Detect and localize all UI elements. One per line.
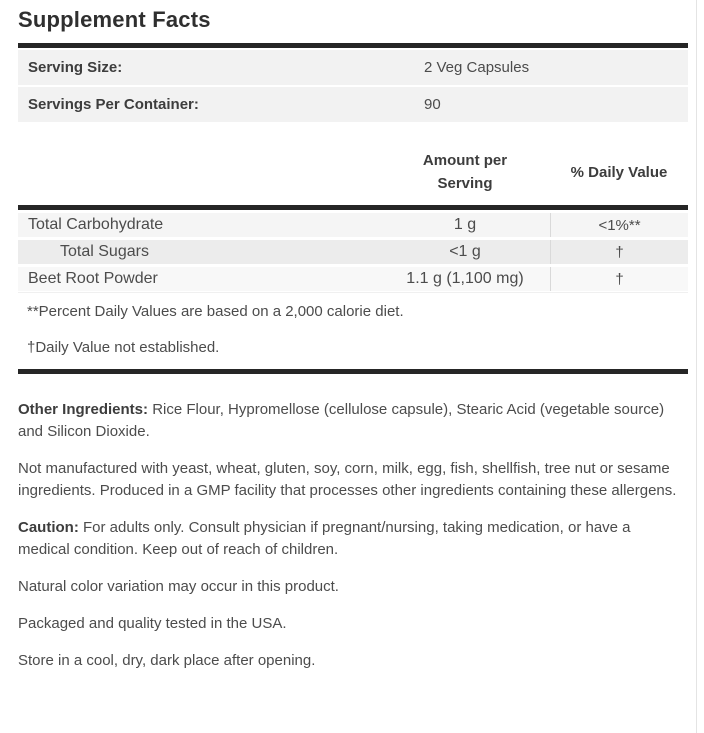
ingredient-daily-value: † xyxy=(550,267,688,291)
supplement-facts-title: Supplement Facts xyxy=(18,7,211,32)
amount-per-serving-header-text: Amount per Serving xyxy=(422,152,508,192)
serving-size-row xyxy=(18,50,688,85)
heavy-rule-bottom xyxy=(18,369,688,374)
ingredient-name: Total Sugars xyxy=(60,243,149,260)
servings-per-container-label: Servings Per Container: xyxy=(28,96,199,113)
table-row-total-sugars xyxy=(18,240,688,264)
allergen-statement: Not manufactured with yeast, wheat, gluten, soy, corn, milk, egg, fish, shellfish, tree nut or sesame ingredients. Produced in a GMP facility that processes other ingredients containing these allergens. xyxy=(18,460,677,499)
heavy-rule-top xyxy=(18,43,688,48)
table-row-beet-root-powder xyxy=(18,267,688,291)
ingredient-daily-value: <1%** xyxy=(550,213,688,237)
heavy-rule-middle xyxy=(18,205,688,210)
other-ingredients-text: Rice Flour, Hypromellose (cellulose capsule), Stearic Acid (vegetable source) and Silicon Dioxide. xyxy=(18,401,665,440)
ingredient-amount: 1 g xyxy=(453,216,477,233)
note-packaged-usa: Packaged and quality tested in the USA. xyxy=(18,615,287,632)
caution-paragraph xyxy=(18,517,678,561)
ingredient-daily-value: † xyxy=(550,240,688,264)
other-ingredients-paragraph xyxy=(18,399,678,443)
note-storage: Store in a cool, dry, dark place after opening. xyxy=(18,652,316,669)
ingredient-amount: 1.1 g (1,100 mg) xyxy=(406,270,524,287)
caution-label: Caution: xyxy=(18,519,79,536)
percent-daily-value-header: % Daily Value xyxy=(570,163,668,181)
ingredient-name: Beet Root Powder xyxy=(28,270,158,287)
footnote-daily-value-not-established: †Daily Value not established. xyxy=(27,339,220,356)
panel-right-border xyxy=(696,0,697,733)
footnote-percent-daily-values: **Percent Daily Values are based on a 2,000 calorie diet. xyxy=(18,292,688,329)
serving-size-label: Serving Size: xyxy=(28,59,123,76)
ingredient-name: Total Carbohydrate xyxy=(28,216,164,233)
facts-column-headers xyxy=(18,149,688,205)
other-ingredients-label: Other Ingredients: xyxy=(18,401,149,418)
amount-per-serving-header xyxy=(380,149,550,195)
servings-per-container-value: 90 xyxy=(424,96,441,113)
serving-size-value: 2 Veg Capsules xyxy=(424,59,530,76)
facts-rows xyxy=(18,213,688,291)
serving-info-table xyxy=(18,50,688,122)
details-section xyxy=(18,399,678,672)
caution-text: For adults only. Consult physician if pregnant/nursing, taking medication, or have a medical condition. Keep out of reach of children. xyxy=(18,519,631,558)
note-natural-color: Natural color variation may occur in this product. xyxy=(18,578,339,595)
table-row-total-carbohydrate xyxy=(18,213,688,237)
ingredient-amount: <1 g xyxy=(449,243,481,260)
servings-per-container-row xyxy=(18,87,688,122)
